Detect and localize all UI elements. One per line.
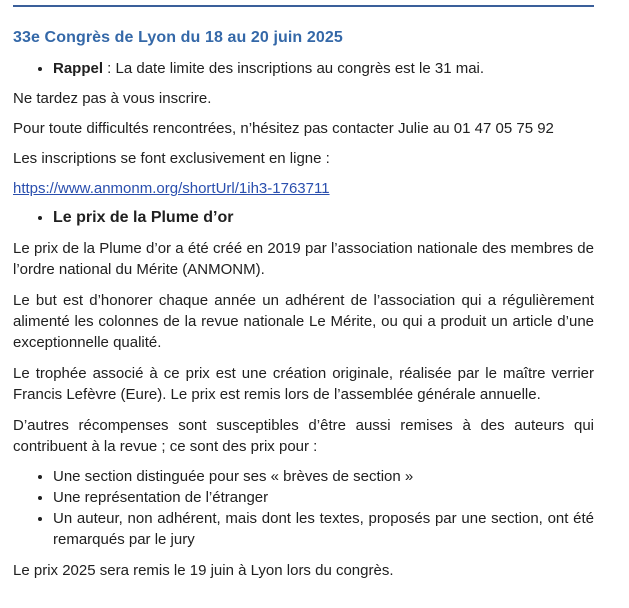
plume-heading-list xyxy=(13,207,594,228)
registration-link[interactable]: https://www.anmonm.org/shortUrl/1ih3-1763711 xyxy=(13,180,330,197)
top-divider xyxy=(13,5,594,7)
prize-list-item: • Une section distinguée pour ses « brèves de section » xyxy=(53,466,594,487)
prize-list xyxy=(13,466,594,550)
prize-list-item: • Une représentation de l’étranger xyxy=(53,487,594,508)
congress-paragraph-1: Ne tardez pas à vous inscrire. xyxy=(13,90,212,107)
plume-paragraph-4: D’autres récompenses sont susceptibles d’être aussi remises à des auteurs qui contribuent à la revue ; ce sont des prix pour : xyxy=(13,417,594,455)
congress-paragraph-3: Les inscriptions se font exclusivement en ligne : xyxy=(13,150,330,167)
congress-title: 33e Congrès de Lyon du 18 au 20 juin 2025 xyxy=(13,29,343,46)
plume-paragraph-3: Le trophée associé à ce prix est une création originale, réalisée par le maître verrier Francis Lefèvre (Eure). Le prix est remis lors de l’assemblée générale annuelle. xyxy=(13,365,594,403)
plume-paragraph-2: Le but est d’honorer chaque année un adhérent de l’association qui a régulièrement alimenté les colonnes de la revue nationale Le Mérite, ou qui a produit un article d’une exceptionnelle qualité. xyxy=(13,292,594,351)
plume-paragraph-5: Le prix 2025 sera remis le 19 juin à Lyon lors du congrès. xyxy=(13,562,394,579)
reminder-item xyxy=(53,58,594,79)
reminder-text: : La date limite des inscriptions au congrès est le 31 mai. xyxy=(103,60,485,77)
congress-paragraph-2: Pour toute difficultés rencontrées, n’hésitez pas contacter Julie au 01 47 05 75 92 xyxy=(13,120,554,137)
article xyxy=(13,0,594,581)
reminder-list xyxy=(13,58,594,79)
registration-link-paragraph xyxy=(13,178,594,199)
reminder-label: Rappel xyxy=(53,60,104,77)
prize-list-item: • Un auteur, non adhérent, mais dont les textes, proposés par une section, ont été remarqués par le jury xyxy=(53,508,594,550)
plume-paragraph-1: Le prix de la Plume d’or a été créé en 2019 par l’association nationale des membres de l’ordre national du Mérite (ANMONM). xyxy=(13,240,594,278)
plume-heading: • Le prix de la Plume d’or xyxy=(53,207,594,228)
